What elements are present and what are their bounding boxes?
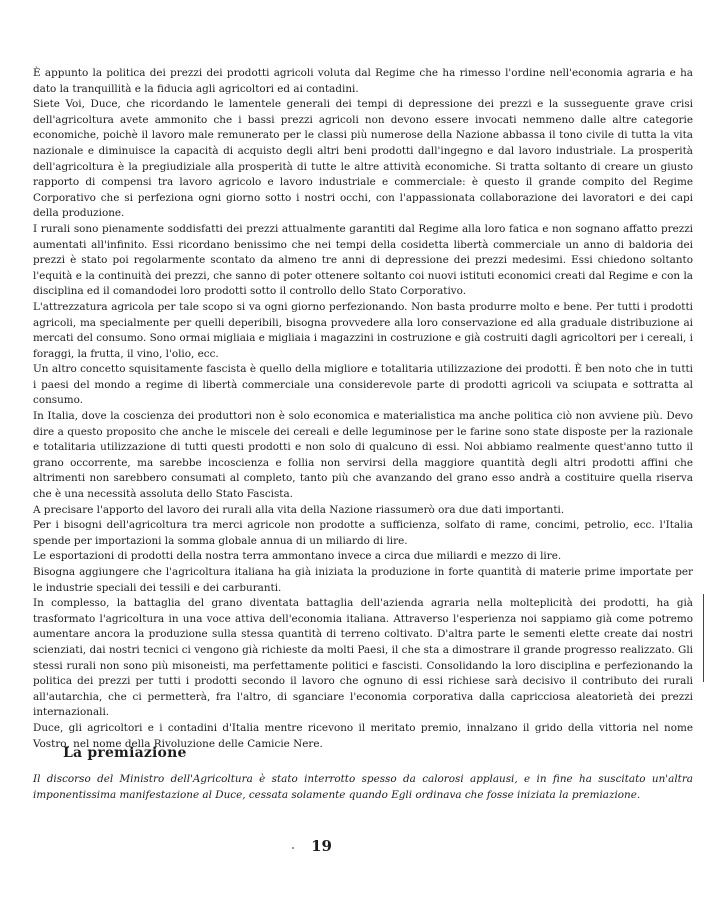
paragraph: L'attrezzatura agricola per tale scopo si va ogni giorno perfezionando. Non basta produrre molto e bene. Per tutti i prodotti agricoli, ma specialmente per quelli deperibili, bisogna provvedere alla loro conservazione ed alla graduale distribuzione ai mercati del consumo. Sono ormai migliaia e migliaia i magazzini in costruzione e già costruiti dagli agricoltori per i cereali, i foraggi, la frutta, il vino, l'olio, ecc.	[33, 300, 693, 360]
paragraph: È appunto la politica dei prezzi dei prodotti agricoli voluta dal Regime che ha rimesso l'ordine nell'economia agraria e ha dato la tranquillità e la fiducia agli agricoltori ed ai contadini.	[33, 67, 693, 95]
section-heading: La premiazione	[63, 745, 187, 761]
paragraph: In Italia, dove la coscienza dei produttori non è solo economica e materialistica ma anche politica ciò non avviene più. Devo dire a questo proposito che anche le miscele dei cereali e delle leguminose per le farine sono state disposte per la razionale e totalitaria utilizzazione di tutti questi prodotti e non solo di qualcuno di essi. Noi abbiamo realmente quest'anno tutto il grano occorrente, ma sarebbe incoscienza e follia non servirsi della maggiore quantità degli altri prodotti affini che altrimenti non sarebbero consumati al completo, tanto più che avanzando del grano esso andrà a costituire quella riserva che è una necessità assoluta dello Stato Fascista.	[33, 410, 693, 501]
print-speck	[292, 847, 294, 849]
paragraph: Siete Voi, Duce, che ricordando le lamentele generali dei tempi di depressione dei prezzi e la susseguente grave crisi dell'agricoltura avete ammonito che i bassi prezzi agricoli non devono essere invocati nemmeno dalle altre categorie economiche, poichè il lavoro male remunerato per le classi più numerose della Nazione abbassa il tono civile di tutta la vita nazionale e diminuisce la capacità di acquisto degli altri beni prodotti dall'ingegno e dal lavoro industriale. La prosperità dell'agricoltura è la pregiudiziale alla prosperità di tutte le altre attività economiche. Si tratta soltanto di creare un giusto rapporto di compensi tra lavoro agricolo e lavoro industriale e commerciale: è questo il grande compito del Regime Corporativo che si perfeziona ogni giorno sotto i nostri occhi, con l'appassionata collaborazione dei lavoratori e dei capi della produzione.	[33, 98, 693, 220]
paragraph: In complesso, la battaglia del grano diventata battaglia dell'azienda agraria nella molteplicità dei prodotti, ha già trasformato l'agricoltura in una voce attiva dell'economia italiana. Attraverso l'esperienza noi sappiamo già come potremo aumentare ancora la produzione sulla stessa quantità di terreno coltivato. D'altra parte le sementi elette create dai nostri scienziati, dai nostri tecnici ci vengono già richieste da molti Paesi, il che sta a dimostrare il grande progresso realizzato. Gli stessi rurali non sono più misoneisti, ma perfettamente politici e fascisti. Consolidando la loro disciplina e perfezionando la politica dei prezzi per tutti i prodotti secondo il lavoro che ognuno di essi richiese sarà decisivo il contributo dei rurali all'autarchia, che ci permetterà, fra l'altro, di sganciare l'economia corporativa dalla capricciosa aleatorietà dei prezzi internazionali.	[33, 597, 693, 719]
paragraph: Duce, gli agricoltori e i contadini d'Italia mentre ricevono il meritato premio, innalzano il grido della vittoria nel nome Vostro, nel nome della Rivoluzione delle Camicie Nere.	[33, 721, 693, 750]
paragraph: Le esportazioni di prodotti della nostra terra ammontano invece a circa due miliardi e mezzo di lire.	[33, 550, 562, 563]
paragraph: Per i bisogni dell'agricoltura tra merci agricole non prodotte a sufficienza, solfato di rame, concimi, petrolio, ecc. l'Italia spende per importazioni la somma globale annua di un miliardo di lire.	[33, 519, 693, 547]
section-caption: Il discorso del Ministro dell'Agricoltura è stato interrotto spesso da calorosi applausi, e in fine ha suscitato un'altra imponentissima manifestazione al Duce, cessata solamente quando Egli ordinava che fosse iniziata la premiazione.	[33, 773, 693, 801]
paragraph: I rurali sono pienamente soddisfatti dei prezzi attualmente garantiti dal Regime alla loro fatica e non sognano affatto prezzi aumentati all'infinito. Essi ricordano benissimo che nei tempi della cosidetta libertà commerciale un anno di baldoria dei prezzi è stato poi regolarmente scontato da almeno tre anni di depressione dei prezzi medesimi. Essi chiedono soltanto l'equità e la continuità dei prezzi, che sanno di poter ottenere soltanto coi nuovi istituti economici creati dal Regime e con la disciplina ed il comandodei loro prodotti sotto il controllo dello Stato Corporativo.	[33, 222, 693, 298]
margin-rule	[703, 594, 704, 682]
paragraph: Bisogna aggiungere che l'agricoltura italiana ha già iniziata la produzione in forte quantità di materie prime importate per le industrie speciali dei tessili e dei carburanti.	[33, 566, 693, 594]
speech-body	[33, 66, 693, 752]
paragraph: A precisare l'apporto del lavoro dei rurali alla vita della Nazione riassumerò ora due dati importanti.	[33, 503, 565, 516]
paragraph: Un altro concetto squisitamente fascista è quello della migliore e totalitaria utilizzazione dei prodotti. È ben noto che in tutti i paesi del mondo a regime di libertà commerciale una considerevole parte di prodotti agricoli va sciupata e sottratta al consumo.	[33, 363, 693, 407]
page-number: 19	[311, 837, 332, 855]
